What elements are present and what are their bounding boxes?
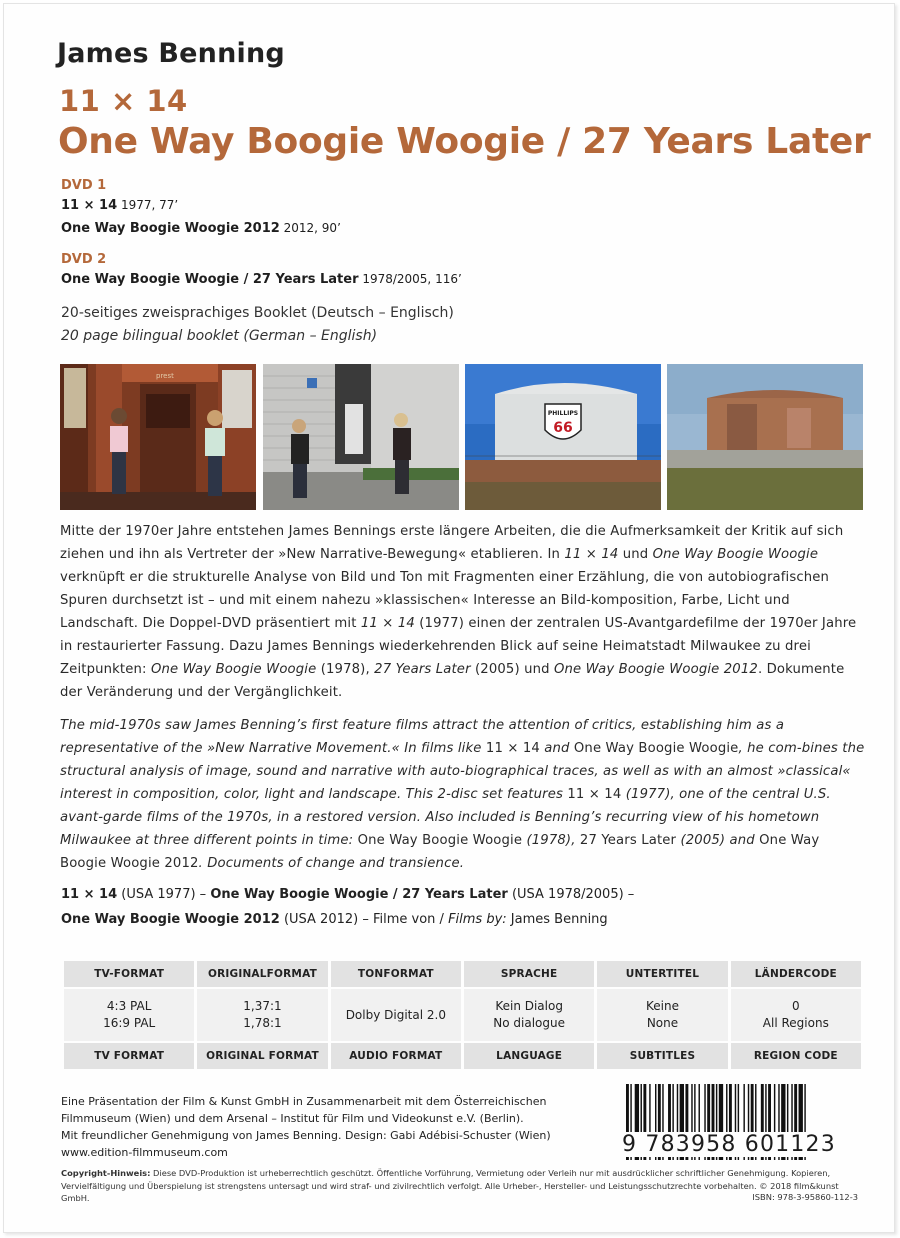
spec-values (64, 989, 861, 1041)
film-stills (60, 364, 863, 510)
presentation-footer: Eine Präsentation der Film & Kunst GmbH in Zusammenarbeit mit dem Österreichischen Filmmuseum (Wien) und dem Arsenal – Institut für Film und Videokunst e.V. (Berlin). Mit freundlicher Genehmigung von James Benning. Design: Gabi Adébisi-Schuster (Wien) www.edition-filmmuseum.com (61, 1095, 551, 1159)
spec-value-tv-format: 4:3 PAL 16:9 PAL (64, 989, 194, 1041)
phillips-sign-text: PHILLIPS (547, 410, 579, 417)
spec-header-cell: AUDIO FORMAT (331, 1043, 461, 1069)
spec-header-cell: SPRACHE (464, 961, 594, 987)
spec-header-de (64, 961, 861, 987)
dvd-back-cover (3, 3, 895, 1233)
still-sign-text: prest (156, 372, 174, 380)
still-wall-two-women (263, 364, 459, 510)
still-rusted-tank (667, 364, 863, 510)
spec-value-audio-format: Dolby Digital 2.0 (331, 989, 461, 1041)
tech-spec-table (61, 959, 864, 1071)
spec-header-cell: TV-FORMAT (64, 961, 194, 987)
spec-header-en (64, 1043, 861, 1069)
spec-value-original-format: 1,37:1 1,78:1 (197, 989, 327, 1041)
still-brick-building (60, 364, 256, 510)
film-credits: 11 × 14 (USA 1977) – One Way Boogie Woogie / 27 Years Later (USA 1978/2005) – One Way Boogie Woogie 2012 (USA 2012) – Filme von / Films by: James Benning (61, 887, 635, 927)
booklet-en: 20 page bilingual booklet (German – English) (61, 328, 378, 344)
description-de: Mitte der 1970er Jahre entstehen James Bennings erste längere Arbeiten, die die Aufmerksamkeit der Kritik auf sich ziehen und ihn als Vertreter der »New Narrative-Bewegung« etablieren. In 11 × 14 und One Way Boogie Woogie verknüpft er die strukturelle Analyse von Bild und Ton mit Fragmenten einer Erzählung, die von autobiografischen Spuren durchsetzt ist – und mit einem nahezu »klassischen« Interesse an Bild-komposition, Farbe, Licht und Landschaft. Die Doppel-DVD präsentiert mit 11 × 14 (1977) einen der zentralen US-Avantgardefilme der 1970er Jahre in restaurierter Fassung. Dazu James Bennings wiederkehrenden Blick auf seine Heimatstadt Milwaukee zu drei Zeitpunkten: One Way Boogie Woogie (1978), 27 Years Later (2005) und One Way Boogie Woogie 2012. Dokumente der Veränderung und der Vergänglichkeit. (60, 524, 857, 700)
dvd1-item2: One Way Boogie Woogie 2012 2012, 90’ (61, 221, 341, 236)
spec-header-cell: SUBTITLES (597, 1043, 727, 1069)
description-en: The mid-1970s saw James Benning’s first feature films attract the attention of critics, establishing him as a representative of the »New Narrative Movement.« In films like 11 × 14 and One Way Boogie Woogie, he com-bines the structural analysis of image, sound and narrative with auto-biographical traces, as well as with an almost »classical« interest in composition, color, light and landscape. This 2-disc set features 11 × 14 (1977), one of the central U.S. avant-garde films of the 1970s, in a restored version. Also included is Benning’s recurring view of his hometown Milwaukee at three different points in time: One Way Boogie Woogie (1978), 27 Years Later (2005) and One Way Boogie Woogie 2012. Documents of change and transience. (60, 718, 865, 871)
spec-header-cell: TV FORMAT (64, 1043, 194, 1069)
spec-value-subtitles: Keine None (597, 989, 727, 1041)
spec-value-language: Kein Dialog No dialogue (464, 989, 594, 1041)
spec-header-cell: ORIGINALFORMAT (197, 961, 327, 987)
spec-header-cell: TONFORMAT (331, 961, 461, 987)
barcode-number: 9 783958 601123 (622, 1132, 836, 1157)
spec-header-cell: REGION CODE (731, 1043, 861, 1069)
phillips-sign-number: 66 (553, 420, 573, 436)
still-phillips-66-tank (465, 364, 661, 510)
dvd1-label: DVD 1 (61, 178, 107, 193)
title-sub: One Way Boogie Woogie / 27 Years Later (58, 121, 871, 162)
title-main: 11 × 14 (59, 84, 188, 118)
booklet-de: 20-seitiges zweisprachiges Booklet (Deutsch – Englisch) (61, 305, 454, 321)
spec-header-cell: UNTERTITEL (597, 961, 727, 987)
isbn: ISBN: 978-3-95860-112-3 (752, 1192, 858, 1202)
spec-header-cell: LANGUAGE (464, 1043, 594, 1069)
author-name: James Benning (57, 38, 285, 69)
copyright-notice: Copyright-Hinweis: Diese DVD-Produktion ist urheberrechtlich geschützt. Öffentliche Vorführung, Vermietung oder Verleih nur mit ausdrücklicher schriftlicher Genehmigung. Kopieren, Vervielfältigung und Überspielung ist strengstens untersagt und wird straf- und zivilrechtlich verfolgt. Alle Urheber-, Hersteller- und Leistungsschutzrechte vorbehalten. © 2018 film&kunst GmbH. (61, 1168, 839, 1203)
dvd1-item1: 11 × 14 1977, 77’ (61, 198, 179, 213)
spec-header-cell: LÄNDERCODE (731, 961, 861, 987)
dvd2-item1: One Way Boogie Woogie / 27 Years Later 1978/2005, 116’ (61, 272, 462, 287)
dvd2-label: DVD 2 (61, 252, 107, 267)
spec-value-region-code: 0 All Regions (731, 989, 861, 1041)
spec-header-cell: ORIGINAL FORMAT (197, 1043, 327, 1069)
